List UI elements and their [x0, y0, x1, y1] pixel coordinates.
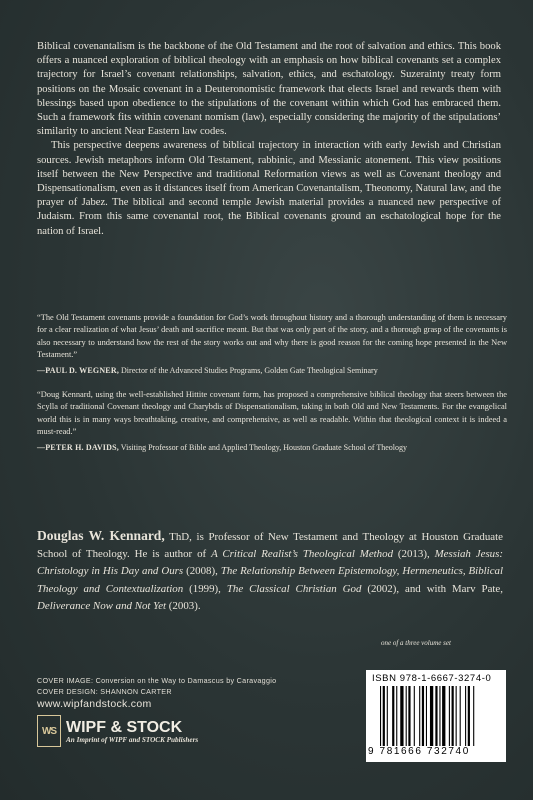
book-title: The Classical Christian God [226, 582, 362, 595]
barcode-icon [380, 686, 498, 746]
book-title: The Relationship Between Epistemology, Hermeneutics, Biblical Theology and Contextualization [37, 565, 503, 595]
book-description [37, 40, 501, 239]
endorsement-wegner [37, 312, 507, 377]
ws-logo-icon: WS [37, 715, 61, 747]
cover-credits [37, 676, 276, 697]
volume-note: one of a three volume set [381, 639, 451, 647]
endorser-name: —PAUL D. WEGNER, [37, 365, 120, 375]
endorsement-attribution [37, 442, 507, 454]
book-title: Deliverance Now and Not Yet [37, 599, 167, 612]
endorsement-text: “The Old Testament covenants provide a foundation for God’s work throughout history and a thorough understanding of them is necessary for a clear realization of what Jesus’ death and sacrifice meant. But that was only part of the story, and a thorough grasp of the covenants is also necessary to understand how the rest of the story works out and why there is good reason for the coming hope presented in the New Testament.” [37, 313, 507, 360]
book-title: Messiah Jesus: Christology in His Day and Ours [37, 548, 503, 578]
book-title: A Critical Realist’s Theological Method [211, 548, 394, 561]
publisher-logo [37, 715, 198, 747]
barcode-digits: 9 781666 732740 [368, 746, 470, 757]
endorsements [37, 312, 507, 466]
description-paragraph-2: This perspective deepens awareness of biblical trajectory in interaction with early Jewish and Christian sources. Jewish metaphors inform Old Testament, rabbinic, and Messianic atonement. This view positions itself between the New Perspective and traditional Reformation views as well as Covenant theology and Dispensationalism, even as it distances itself from American Covenantalism, Theonomy, Natural law, and the prayer of Jabez. The biblical and second temple Jewish material provides a nuanced new perspective of Judaism. From this same covenantal root, the Biblical covenants ground an eschatological hope for the nation of Israel. [37, 140, 501, 237]
cover-design-credit: COVER DESIGN: SHANNON CARTER [37, 686, 172, 696]
publisher-website: www.wipfandstock.com [37, 698, 152, 710]
publisher-name: WIPF & STOCK [66, 718, 183, 736]
description-paragraph-1: Biblical covenantalism is the backbone of the Old Testament and the root of salvation and ethics. This book offers a nuanced exploration of biblical theology with an emphasis on how biblical covenants set a complex trajectory for Israel’s covenant relationships, salvation, ethics, and eschatology. Suzerainty treaty form positions on the Mosaic covenant in a Deuteronomistic framework that elects Israel and rewards them with blessings based upon obedience to the stipulations of the covenant within which God has embraced them. Such a framework fits within covenant nomism (law), especially considering the majority of the stipulations’ similarity to ancient Near Eastern law codes. [37, 41, 501, 138]
endorser-name: —PETER H. DAVIDS, [37, 442, 119, 452]
endorser-role: Director of the Advanced Studies Programs, Golden Gate Theological Seminary [121, 365, 378, 375]
isbn-label: ISBN 978-1-6667-3274-0 [372, 673, 492, 684]
endorsement-attribution [37, 365, 507, 377]
endorsement-davids [37, 389, 507, 454]
author-name: Douglas W. Kennard, [37, 528, 165, 543]
endorser-role: Visiting Professor of Bible and Applied Theology, Houston Graduate School of Theology [120, 442, 408, 452]
cover-image-credit: COVER IMAGE: Conversion on the Way to Damascus by Caravaggio [37, 676, 277, 685]
author-bio: Douglas W. Kennard, ThD, is Professor of New Testament and Theology at Houston Graduate School of Theology. He is author of A Critical Realist’s Theological Method (2013), Messiah Jesus: Christology in His Day and Ours (2008), The Relationship Between Epistemology, Hermeneutics, Biblical Theology and Contextualization (1999), The Classical Christian God (2002), and with Marv Pate, Deliverance Now and Not Yet (2003). [37, 528, 503, 612]
isbn-barcode [366, 670, 506, 762]
publisher-tagline: An Imprint of WIPF and STOCK Publishers [66, 735, 199, 744]
endorsement-text: “Doug Kennard, using the well-established Hittite covenant form, has proposed a comprehensive biblical theology that steers between the Scylla of traditional Covenant theology and Charybdis of Dispensationalism, taking in both Old and New Testaments. For the evangelical world this is in many ways breathtaking, creative, and comprehensive, as well as readable. Within that theological context it is indeed a must-read.” [37, 390, 507, 437]
